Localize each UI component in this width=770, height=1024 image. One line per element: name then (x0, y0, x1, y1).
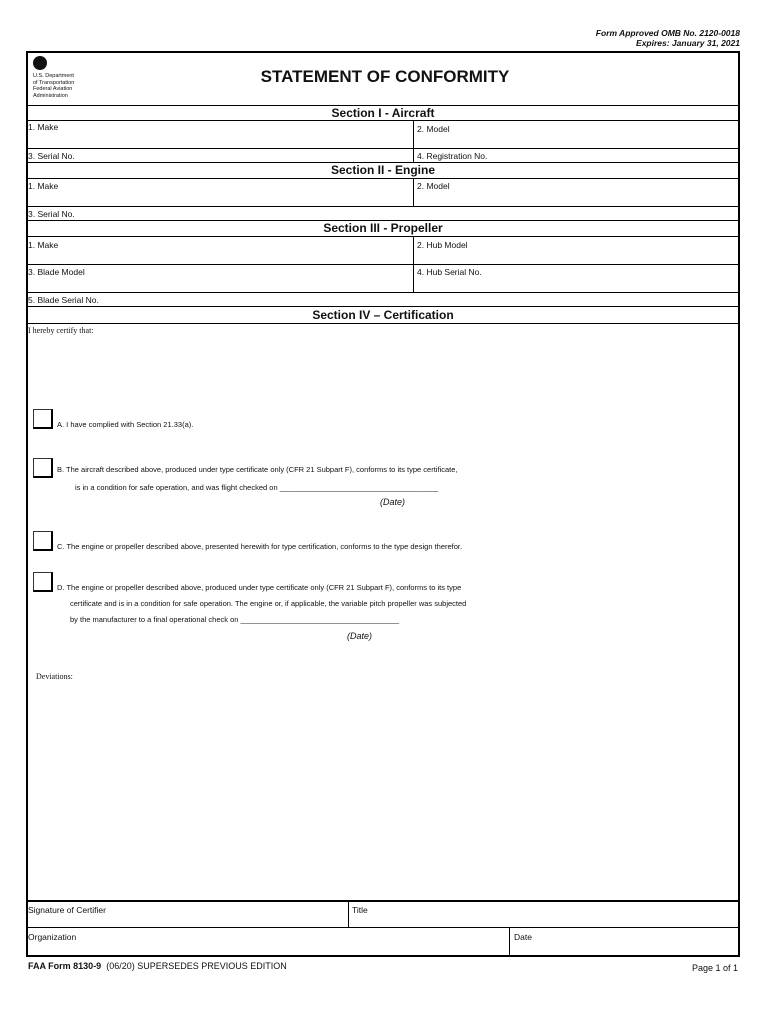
divider (509, 927, 510, 955)
divider (413, 120, 414, 162)
section-propeller-header: Section III - Propeller (323, 221, 443, 235)
page-number: Page 1 of 1 (691, 963, 738, 973)
section-aircraft-header: Section I - Aircraft (331, 106, 435, 120)
section-certification-header: Section IV – Certification (312, 308, 454, 322)
blade-serial-field[interactable]: 5. Blade Serial No. (28, 295, 99, 305)
option-a-text: A. I have complied with Section 21.33(a). (57, 420, 194, 429)
certifier-signature-field[interactable]: Signature of Certifier (28, 905, 106, 915)
agency-line: of Transportation (33, 79, 75, 86)
omb-approval: Form Approved OMB No. 2120-0018 (595, 28, 740, 38)
divider (26, 236, 740, 237)
form-footer (28, 961, 287, 971)
divider (413, 236, 414, 292)
form-number: FAA Form 8130-9 (28, 961, 102, 971)
divider (26, 148, 740, 149)
hub-model-field[interactable]: 2. Hub Model (417, 240, 468, 250)
divider (26, 323, 740, 324)
date-field[interactable]: Date (514, 932, 532, 942)
dot-logo-icon (33, 56, 47, 70)
form-edition: (06/20) SUPERSEDES PREVIOUS EDITION (106, 961, 287, 971)
certify-statement: I hereby certify that: (28, 326, 94, 335)
engine-make-field[interactable]: 1. Make (28, 181, 59, 191)
section-engine-header: Section II - Engine (330, 163, 435, 177)
divider (26, 264, 740, 265)
aircraft-serial-field[interactable]: 3. Serial No. (28, 151, 75, 161)
date-caption: (Date) (347, 631, 373, 641)
agency-line: Administration (33, 92, 68, 99)
agency-line: Federal Aviation (33, 86, 73, 92)
form-title: STATEMENT OF CONFORMITY (260, 67, 510, 86)
divider (26, 206, 740, 207)
aircraft-model-field[interactable]: 2. Model (417, 124, 450, 134)
engine-serial-field[interactable]: 3. Serial No. (28, 209, 75, 219)
divider (26, 306, 740, 307)
divider (348, 900, 349, 927)
agency-name (33, 73, 74, 99)
aircraft-make-field[interactable]: 1. Make (28, 122, 59, 132)
checkbox-b[interactable] (33, 458, 53, 478)
organization-field[interactable]: Organization (28, 932, 77, 942)
agency-line: U.S. Department (33, 73, 74, 79)
divider (413, 178, 414, 206)
divider (26, 292, 740, 293)
checkbox-d[interactable] (33, 572, 53, 592)
omb-expiration: Expires: January 31, 2021 (636, 38, 740, 48)
propeller-make-field[interactable]: 1. Make (28, 240, 59, 250)
option-b-text: B. The aircraft described above, produced under type certificate only (CFR 21 Subpart F), conforms to its type certificate, (57, 465, 458, 474)
aircraft-registration-field[interactable]: 4. Registration No. (417, 151, 488, 161)
date-caption: (Date) (380, 497, 406, 507)
divider (26, 900, 740, 902)
option-d-text: certificate and is in a condition for safe operation. The engine or, if applicable, the variable pitch propeller was subjected (70, 599, 467, 608)
deviations-label: Deviations: (36, 672, 73, 681)
option-d-text: by the manufacturer to a final operational check on ______________________________________ (70, 615, 400, 624)
blade-model-field[interactable]: 3. Blade Model (28, 267, 85, 277)
divider (26, 120, 740, 121)
checkbox-a[interactable] (33, 409, 53, 429)
option-d-text: D. The engine or propeller described above, produced under type certificate only (CFR 21 Subpart F), conforms to its type (57, 583, 462, 592)
title-field[interactable]: Title (352, 905, 368, 915)
checkbox-c[interactable] (33, 531, 53, 551)
hub-serial-field[interactable]: 4. Hub Serial No. (417, 267, 482, 277)
engine-model-field[interactable]: 2. Model (417, 181, 450, 191)
option-b-text: is in a condition for safe operation, and was flight checked on ______________________________________ (75, 483, 439, 492)
divider (26, 927, 740, 928)
divider (26, 178, 740, 179)
option-c-text: C. The engine or propeller described above, presented herewith for type certification, conforms to the type design therefor. (57, 542, 463, 551)
